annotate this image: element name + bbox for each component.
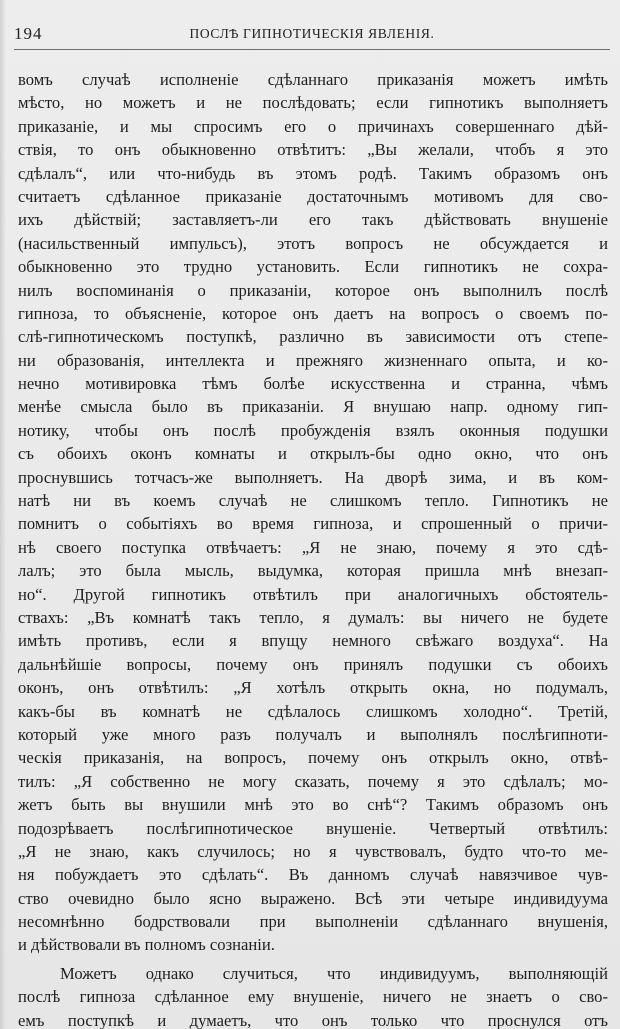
text-line: нечно мотивировка тѣмъ болѣе искусственна и странна, чѣмъ	[18, 374, 608, 394]
text-line: ня побуждаетъ это сдѣлать“. Въ данномъ случаѣ навязчивое чув-	[18, 865, 608, 885]
text-line: но“. Другой гипнотикъ отвѣтилъ при аналогичныхъ обстоятель-	[18, 584, 608, 604]
text-line: проснувшись тотчасъ-же выполняетъ. На дворѣ зима, и въ ком-	[18, 467, 608, 487]
text-line: помнитъ о событіяхъ во время гипноза, и спрошенный о причи-	[18, 514, 608, 534]
text-line: ческія приказанія, на вопросъ, почему онъ открылъ окно, отвѣ-	[18, 748, 608, 768]
text-line: ство очевидно было ясно выражено. Всѣ эти четыре индивидуума	[18, 888, 608, 908]
page-number: 194	[14, 24, 43, 43]
text-line: вомъ случаѣ исполненіе сдѣланнаго приказанія можетъ имѣть	[18, 70, 608, 89]
text-line: жетъ быть вы внушили мнѣ это во снѣ“? Такимъ образомъ онъ	[18, 795, 608, 815]
page-header	[14, 24, 610, 48]
text-line: „Я не знаю, какъ случилось; но я чувствовалъ, будто что-то ме-	[18, 841, 608, 861]
text-line: который уже много разъ получалъ и выполнялъ послѣгипноти-	[18, 724, 608, 744]
text-line: слѣ-гипнотическомъ поступкѣ, различно въ зависимости отъ степе-	[18, 327, 608, 347]
text-line: ствахъ: „Въ комнатѣ такъ тепло, я думалъ: вы ничего не будете	[18, 607, 608, 627]
paragraph	[18, 68, 608, 957]
text-line: мѣсто, но можетъ и не послѣдовать; если гипнотикъ выполняетъ	[18, 93, 608, 113]
text-line: подозрѣваетъ послѣгипнотическое внушеніе. Четвертый отвѣтилъ:	[18, 818, 608, 838]
text-line: лалъ; это была мысль, выдумка, которая пришла мнѣ внезап-	[18, 561, 608, 581]
text-line: нотику, чтобы онъ послѣ пробужденія взялъ оконныя подушки	[18, 420, 608, 440]
text-line: оконъ, онъ отвѣтилъ: „Я хотѣлъ открыть окна, но подумалъ,	[18, 678, 608, 698]
text-line: Можетъ однако случиться, что индивидуумъ, выполняющій	[60, 963, 608, 983]
text-line: обыкновенно это трудно установить. Если гипнотикъ не сохра-	[18, 257, 608, 277]
text-line: несомнѣнно бодрствовали при выполненіи сдѣланнаго внушенія,	[18, 912, 608, 932]
text-line: гипноза, то объясненіе, которое онъ даетъ на вопросъ о своемъ по-	[18, 303, 608, 323]
page-edge-shadow	[0, 0, 6, 1029]
text-line: натѣ ни въ коемъ случаѣ не слишкомъ тепло. Гипнотикъ не	[18, 491, 608, 511]
paragraph	[18, 962, 608, 1029]
text-line: приказаніе, и мы спросимъ его о причинахъ совершеннаго дѣй-	[18, 116, 608, 136]
text-line: емъ поступкѣ и думаетъ, что онъ только что проснулся отъ	[18, 1010, 608, 1029]
body-text	[18, 68, 608, 1029]
text-line: дальнѣйшіе вопросы, почему онъ принялъ подушки съ обоихъ	[18, 654, 608, 674]
text-line: ствія, то онъ обыкновенно отвѣтитъ: „Вы желали, чтобъ я это	[18, 140, 608, 160]
text-line: считаетъ сдѣланное приказаніе достаточнымъ мотивомъ для сво-	[18, 186, 608, 206]
text-line: ни образованія, интеллекта и прежняго жизненнаго опыта, и ко-	[18, 350, 608, 370]
text-line: ихъ дѣйствій; заставляетъ-ли его такъ дѣйствовать внушеніе	[18, 210, 608, 230]
text-line: сдѣлалъ“, или что-нибудь въ этомъ родѣ. Такимъ образомъ онъ	[18, 163, 608, 183]
running-head: ПОСЛѢ ГИПНОТИЧЕСКІЯ ЯВЛЕНІЯ.	[189, 26, 435, 41]
text-line: нѣ своего поступка отвѣчаетъ: „Я не знаю, почему я это сдѣ-	[18, 537, 608, 557]
text-line: какъ-бы въ комнатѣ не сдѣлалось слишкомъ холодно“. Третій,	[18, 701, 608, 721]
text-line: послѣ гипноза сдѣланное ему внушеніе, ничего не знаетъ о сво-	[18, 987, 608, 1007]
header-rule	[14, 49, 610, 50]
text-line: менѣе смысла было въ приказаніи. Я внушаю напр. одному гип-	[18, 397, 608, 417]
text-line: тилъ: „Я собственно не могу сказать, почему я это сдѣлалъ; мо-	[18, 771, 608, 791]
text-line: съ обоихъ оконъ комнаты и открылъ-бы одно окно, что онъ	[18, 444, 608, 464]
text-line: (насильственный импульсъ), этотъ вопросъ не обсуждается и	[18, 233, 608, 253]
text-line: и дѣйствовали въ полномъ сознаніи.	[18, 935, 275, 955]
text-line: имѣть противъ, если я впущу немного свѣжаго воздуха“. На	[18, 631, 608, 651]
text-line: нилъ воспоминанія о приказаніи, которое онъ выполнилъ послѣ	[18, 280, 608, 300]
